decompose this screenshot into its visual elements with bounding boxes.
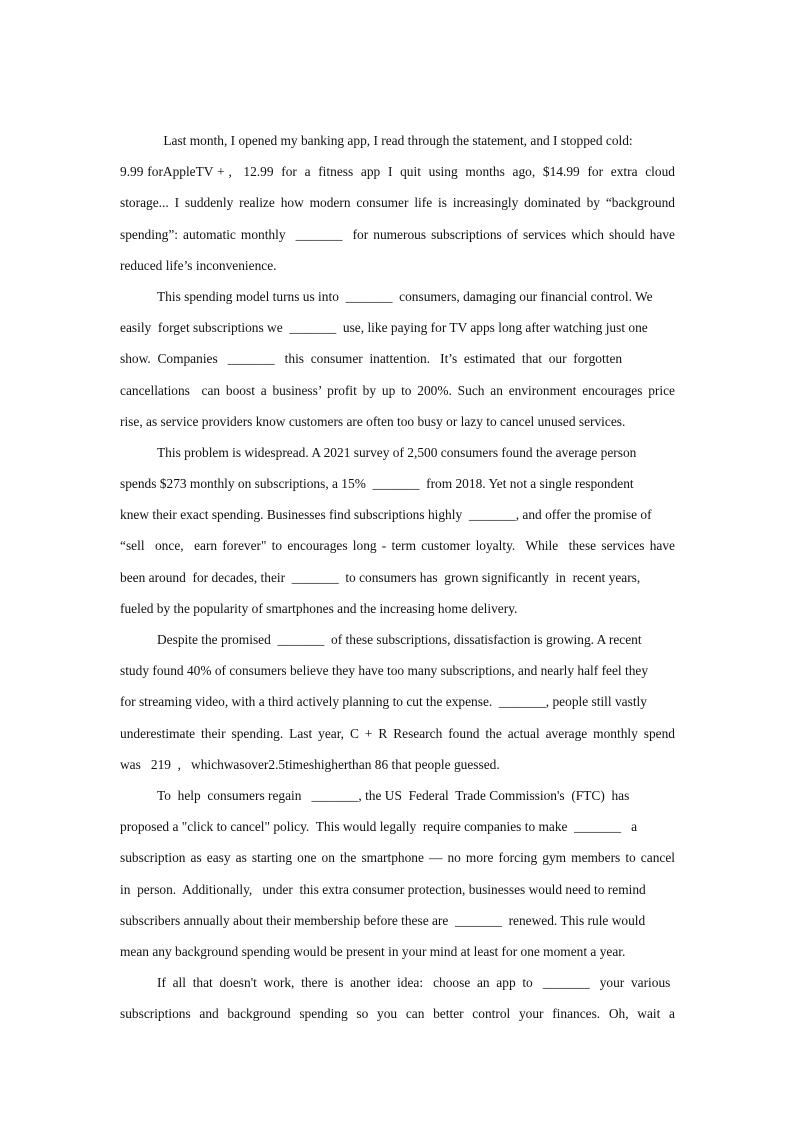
text-line: reduced life’s inconvenience. <box>120 257 277 273</box>
text-line: 9.99 forAppleTV + , 12.99 for a fitness app I quit using months ago, $14.99 for extra cloud <box>120 164 675 180</box>
paragraph-5 <box>120 786 675 973</box>
text-line: storage... I suddenly realize how modern consumer life is increasingly dominated by “background <box>120 195 675 211</box>
paragraph-1 <box>120 131 675 287</box>
text-line: mean any background spending would be present in your mind at least for one moment a year. <box>120 943 626 959</box>
text-line: This problem is widespread. A 2021 survey of 2,500 consumers found the average person <box>157 444 637 460</box>
text-line: subscription as easy as starting one on the smartphone — no more forcing gym members to cancel <box>120 850 675 866</box>
text-line: proposed a "click to cancel" policy. This would legally require companies to make _______ a <box>120 819 638 835</box>
text-line: been around for decades, their _______ to consumers has grown significantly in recent years, <box>120 569 641 585</box>
paragraph-4 <box>120 630 675 786</box>
text-line: rise, as service providers know customers are often too busy or lazy to cancel unused services. <box>120 413 626 429</box>
text-line: “sell once, earn forever" to encourages long - term customer loyalty. While these services have <box>120 538 675 554</box>
text-line: in person. Additionally, under this extra consumer protection, businesses would need to remind <box>120 881 646 897</box>
text-line: spending”: automatic monthly _______ for numerous subscriptions of services which should have <box>120 226 675 242</box>
text-line: was 219 , whichwasover2.5timeshigherthan 86 that people guessed. <box>120 756 500 772</box>
document-page <box>120 131 675 1035</box>
text-line: Despite the promised _______ of these subscriptions, dissatisfaction is growing. A recent <box>157 632 642 647</box>
text-line: easily forget subscriptions we _______ use, like paying for TV apps long after watching just one <box>120 320 648 336</box>
text-line: study found 40% of consumers believe they have too many subscriptions, and nearly half feel they <box>120 663 649 679</box>
text-line: show. Companies _______ this consumer inattention. It’s estimated that our forgotten <box>120 351 623 367</box>
text-line: knew their exact spending. Businesses find subscriptions highly _______, and offer the promise of <box>120 507 652 523</box>
text-line: Last month, I opened my banking app, I read through the statement, and I stopped cold: <box>160 133 633 148</box>
text-line: To help consumers regain _______, the US Federal Trade Commission's (FTC) has <box>157 787 630 803</box>
paragraph-3 <box>120 443 675 630</box>
text-line: fueled by the popularity of smartphones and the increasing home delivery. <box>120 600 518 616</box>
text-line: underestimate their spending. Last year, C + R Research found the actual average monthly spend <box>120 725 675 741</box>
text-line: cancellations can boost a business’ profit by up to 200%. Such an environment encourages price <box>120 382 675 398</box>
text-line: subscribers annually about their membership before these are _______ renewed. This rule would <box>120 912 646 928</box>
text-line: for streaming video, with a third actively planning to cut the expense. _______, people still vastly <box>120 694 647 710</box>
text-line: subscriptions and background spending so you can better control your finances. Oh, wait a <box>120 1006 675 1022</box>
text-line: This spending model turns us into _______ consumers, damaging our financial control. We <box>157 288 653 304</box>
text-line: If all that doesn't work, there is another idea: choose an app to _______ your various <box>157 975 671 991</box>
paragraph-6 <box>120 973 675 1035</box>
text-line: spends $273 monthly on subscriptions, a 15% _______ from 2018. Yet not a single respondent <box>120 476 634 492</box>
paragraph-2 <box>120 287 675 443</box>
